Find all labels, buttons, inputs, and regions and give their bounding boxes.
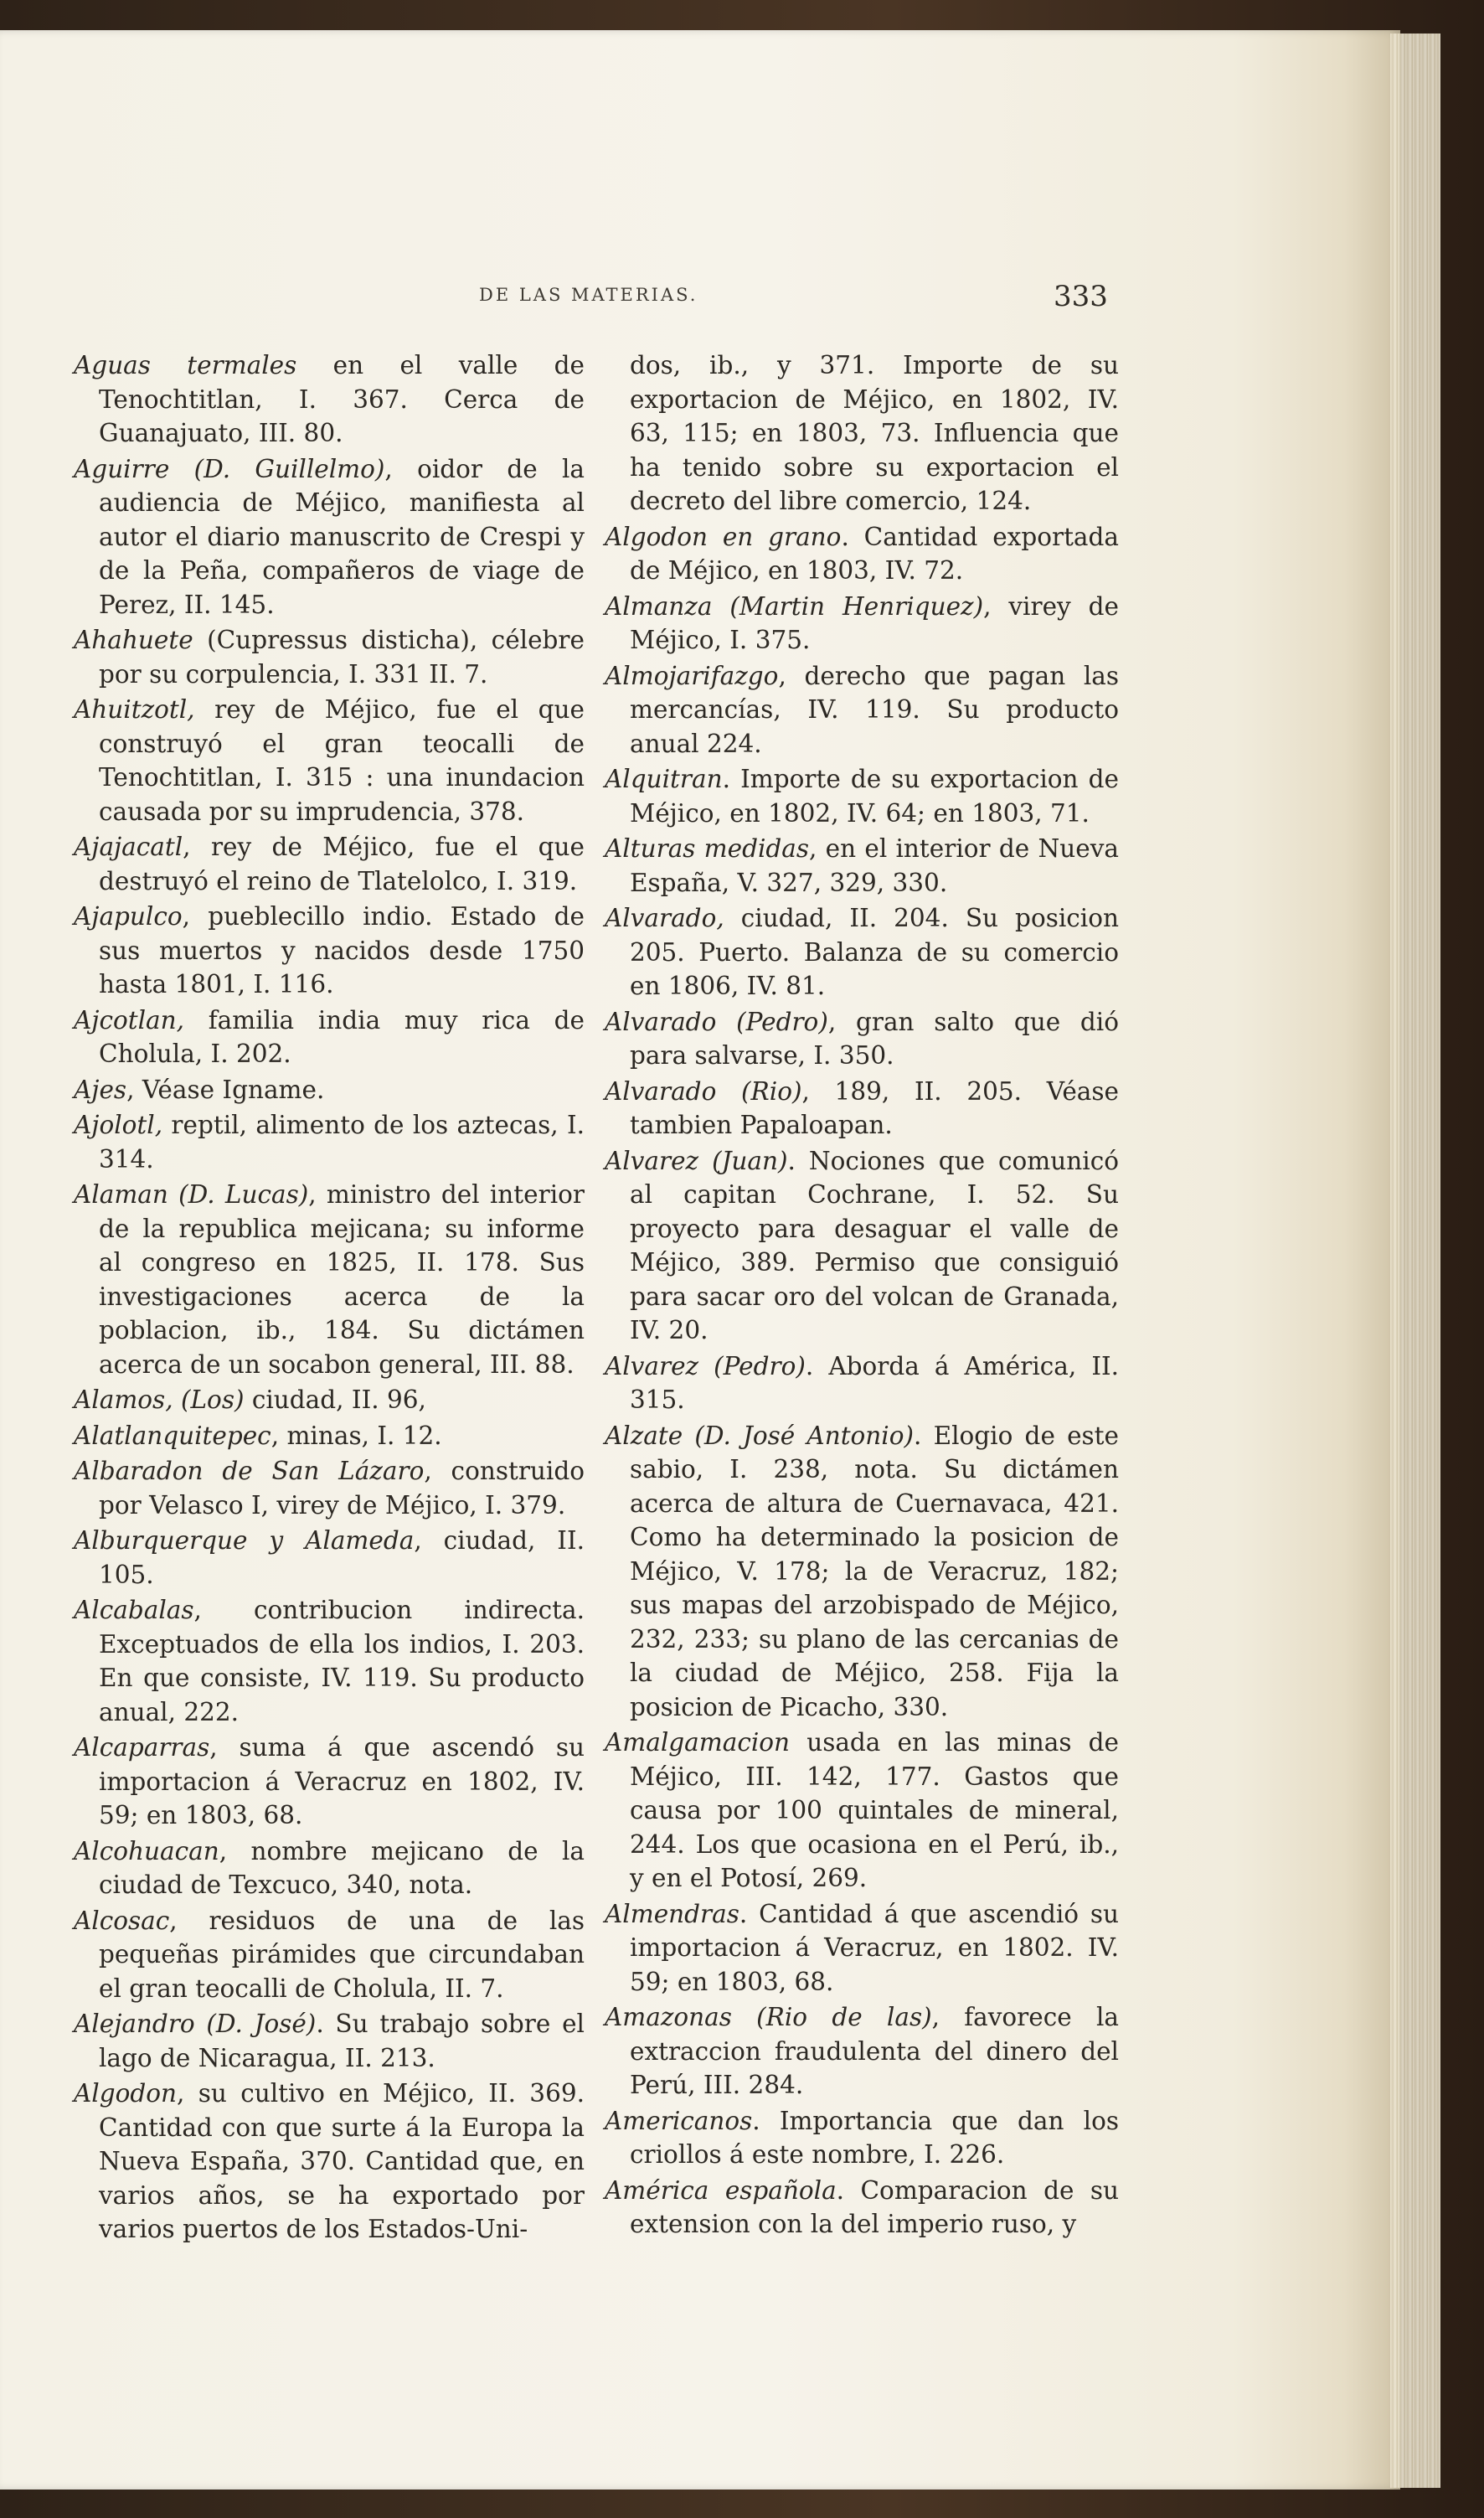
index-entry: [74, 830, 585, 898]
index-column-right: [605, 348, 1119, 2243]
entry-headword: Alcaparras: [74, 1733, 210, 1762]
page-header: [0, 280, 1400, 318]
index-entry: [605, 1005, 1119, 1073]
page-number: 333: [1054, 280, 1108, 313]
index-entry: [74, 1419, 585, 1453]
entry-headword: Algodon en grano: [605, 522, 842, 551]
index-entry: [74, 1383, 585, 1417]
index-entry: [74, 1904, 585, 2006]
index-entry: [74, 1731, 585, 1833]
entry-headword: Americanos: [605, 2106, 753, 2135]
entry-headword: Aguirre (D. Guillelmo): [74, 454, 385, 483]
index-entry: [605, 762, 1119, 830]
index-entry: [605, 659, 1119, 761]
entry-text: , 189, II. 205. Véase tambien Papaloapan.: [630, 1076, 1119, 1139]
entry-text: . Elogio de este sabio, I. 238, nota. Su dictámen acerca de altura de Cuernavaca, 421. Como ha determinado la posicion de Méjico, V. 178; la de Veracruz, 182; sus mapas del arzobispado de Méjico, 232, 233; su plano de las cercanias de la ciudad de Méjico, 258. Fija la posicion de Picacho, 330.: [630, 1421, 1119, 1721]
index-entry: [74, 1108, 585, 1176]
index-entry: [74, 900, 585, 1002]
entry-headword: Alvarez (Pedro): [605, 1351, 806, 1380]
entry-text: , gran salto que dió para salvarse, I. 350.: [630, 1007, 1119, 1070]
index-entry: [74, 1004, 585, 1071]
index-entry: [605, 1144, 1119, 1348]
entry-headword: Alcosac: [74, 1906, 170, 1935]
entry-text: usada en las minas de Méjico, III. 142, 177. Gastos que causa por 100 quintales de mineral, 244. Los que ocasiona en el Perú, ib., y en el Potosí, 269.: [630, 1728, 1119, 1892]
index-entry: [74, 623, 585, 691]
index-entry: [74, 1593, 585, 1729]
entry-headword: Alamos, (Los): [74, 1385, 245, 1414]
entry-headword: Ahahuete: [74, 626, 193, 654]
entry-text: . Cantidad á que ascendió su importacion á Veracruz, en 1802. IV. 59; en 1803, 68.: [630, 1899, 1119, 1996]
index-entry: [74, 1524, 585, 1592]
index-entry: [74, 1454, 585, 1522]
index-entry: [74, 693, 585, 828]
entry-text: , Véase Igname.: [126, 1075, 325, 1104]
index-column-left: [74, 348, 585, 2248]
entry-text: , minas, I. 12.: [271, 1421, 442, 1450]
index-entry: [605, 832, 1119, 900]
entry-headword: Alcabalas: [74, 1596, 194, 1624]
entry-headword: Ajolotl,: [74, 1111, 163, 1139]
entry-headword: Alburquerque y Alameda: [74, 1526, 415, 1555]
entry-text: , virey de Méjico, I. 375.: [630, 591, 1119, 654]
entry-headword: Albaradon de San Lázaro: [74, 1457, 425, 1485]
entry-headword: Alvarado (Pedro): [605, 1007, 828, 1036]
entry-text: reptil, alimento de los aztecas, I. 314.: [99, 1111, 585, 1174]
entry-text: familia india muy rica de Cholula, I. 202.: [99, 1005, 585, 1068]
book-page: [0, 30, 1400, 2490]
entry-text: , contribucion indirecta. Exceptuados de ella los indios, I. 203. En que consiste, IV. 119. Su producto anual, 222.: [99, 1596, 585, 1726]
entry-headword: Ajcotlan,: [74, 1005, 184, 1035]
entry-headword: Alzate (D. José Antonio): [605, 1421, 915, 1450]
entry-text: . Importancia que dan los criollos á este nombre, I. 226.: [630, 2106, 1119, 2169]
entry-text: , rey de Méjico, fue el que destruyó el reino de Tlatelolco, I. 319.: [99, 833, 585, 895]
index-entry: [605, 901, 1119, 1004]
entry-headword: Alejandro (D. José): [74, 2010, 317, 2038]
index-entry: [605, 1897, 1119, 1999]
entry-text: . Aborda á América, II. 315.: [630, 1351, 1120, 1414]
index-entry: [605, 348, 1119, 519]
entry-text: , en el interior de Nueva España, V. 327, 329, 330.: [630, 834, 1119, 897]
entry-text: , pueblecillo indio. Estado de sus muertos y nacidos desde 1750 hasta 1801, I. 116.: [99, 902, 585, 998]
index-entry: [605, 590, 1119, 658]
entry-headword: Ajapulco: [74, 902, 183, 931]
entry-text: en el valle de Tenochtitlan, I. 367. Cerca de Guanajuato, III. 80.: [99, 351, 585, 447]
entry-text: . Comparacion de su extension con la del imperio ruso, y: [630, 2175, 1120, 2238]
index-entry: [605, 2000, 1119, 2103]
entry-text: (Cupressus disticha), célebre por su corpulencia, I. 331 II. 7.: [99, 626, 585, 689]
entry-text: . Cantidad exportada de Méjico, en 1803, IV. 72.: [630, 522, 1119, 585]
index-entry: [74, 1178, 585, 1381]
entry-headword: Alvarado (Rio): [605, 1076, 802, 1106]
entry-text: . Nociones que comunicó al capitan Cochrane, I. 52. Su proyecto para desaguar el valle de Méjico, 389. Permiso que consiguió para sacar oro del volcan de Granada, IV. 20.: [630, 1146, 1119, 1344]
index-entry: [605, 1419, 1119, 1725]
entry-headword: Alturas medidas: [605, 834, 810, 863]
index-entry: [605, 1349, 1119, 1417]
entry-text: , oidor de la audiencia de Méjico, manifiesta al autor el diario manuscrito de Crespi y de la Peña, compañeros de viage de Perez, II. 145.: [99, 454, 585, 619]
entry-text: rey de Méjico, fue el que construyó el gran teocalli de Tenochtitlan, I. 315 : una inundacion causada por su imprudencia, 378.: [99, 695, 585, 826]
index-entry: [74, 1073, 585, 1107]
entry-headword: Ahuitzotl,: [74, 695, 195, 724]
entry-headword: Almanza (Martin Henriquez): [605, 591, 984, 621]
entry-headword: Ajajacatl: [74, 833, 183, 861]
entry-headword: Amalgamacion: [605, 1728, 791, 1757]
index-entry: [74, 1834, 585, 1902]
running-head: DE LAS MATERIAS.: [479, 285, 698, 305]
entry-text: . Importe de su exportacion de Méjico, en 1802, IV. 64; en 1803, 71.: [630, 765, 1119, 828]
index-entry: [74, 348, 585, 451]
entry-text: , derecho que pagan las mercancías, IV. 119. Su producto anual 224.: [630, 661, 1119, 758]
entry-headword: Algodon: [74, 2079, 178, 2108]
index-entry: [605, 520, 1119, 588]
index-entry: [605, 2174, 1119, 2242]
entry-headword: Aguas termales: [74, 351, 297, 379]
index-entry: [74, 2007, 585, 2075]
entry-text: , construido por Velasco I, virey de Méjico, I. 379.: [99, 1457, 585, 1520]
page-edge: [1390, 34, 1440, 2488]
entry-headword: Ajes: [74, 1075, 127, 1104]
entry-headword: América española: [605, 2175, 837, 2205]
index-entry: [605, 1075, 1119, 1143]
entry-text: , nombre mejicano de la ciudad de Texcuco, 340, nota.: [99, 1836, 585, 1899]
entry-text: ciudad, II. 96,: [244, 1385, 426, 1414]
entry-text: ciudad, II. 204. Su posicion 205. Puerto. Balanza de su comercio en 1806, IV. 81.: [630, 904, 1119, 1000]
entry-headword: Alvarado,: [605, 904, 724, 932]
entry-headword: Alvarez (Juan): [605, 1146, 788, 1175]
index-entry: [605, 1726, 1119, 1896]
entry-text: , residuos de una de las pequeñas pirámides que circundaban el gran teocalli de Cholula, II. 7.: [99, 1906, 585, 2003]
index-entry: [74, 452, 585, 622]
index-entry: [605, 2104, 1119, 2172]
entry-headword: Almendras: [605, 1899, 739, 1928]
entry-headword: Alcohuacan: [74, 1836, 219, 1865]
entry-text: dos, ib., y 371. Importe de su exportacion de Méjico, en 1802, IV. 63, 115; en 1803, 73. Influencia que ha tenido sobre su exportacion el decreto del libre comercio, 124.: [630, 351, 1119, 515]
entry-text: , ciudad, II. 105.: [99, 1526, 585, 1589]
entry-headword: Almojarifazgo: [605, 661, 779, 690]
index-entry: [74, 2077, 585, 2247]
entry-text: , suma á que ascendó su importacion á Veracruz en 1802, IV. 59; en 1803, 68.: [99, 1733, 585, 1829]
entry-text: , ministro del interior de la republica mejicana; su informe al congreso en 1825, II. 178. Sus investigaciones acerca de la poblacion, ib., 184. Su dictámen acerca de un socabon general, III. 88.: [99, 1180, 585, 1379]
entry-headword: Alquitran: [605, 765, 723, 793]
entry-text: , favorece la extraccion fraudulenta del dinero del Perú, III. 284.: [630, 2003, 1119, 2099]
entry-headword: Amazonas (Rio de las): [605, 2003, 932, 2031]
entry-text: . Su trabajo sobre el lago de Nicaragua, II. 213.: [99, 2010, 585, 2072]
entry-headword: Alaman (D. Lucas): [74, 1180, 309, 1209]
entry-headword: Alatlanquitepec: [74, 1421, 271, 1450]
entry-text: , su cultivo en Méjico, II. 369. Cantidad con que surte á la Europa la Nueva España, 370. Cantidad que, en varios años, se ha exportado por varios puertos de los Estados-Uni-: [99, 2079, 585, 2243]
